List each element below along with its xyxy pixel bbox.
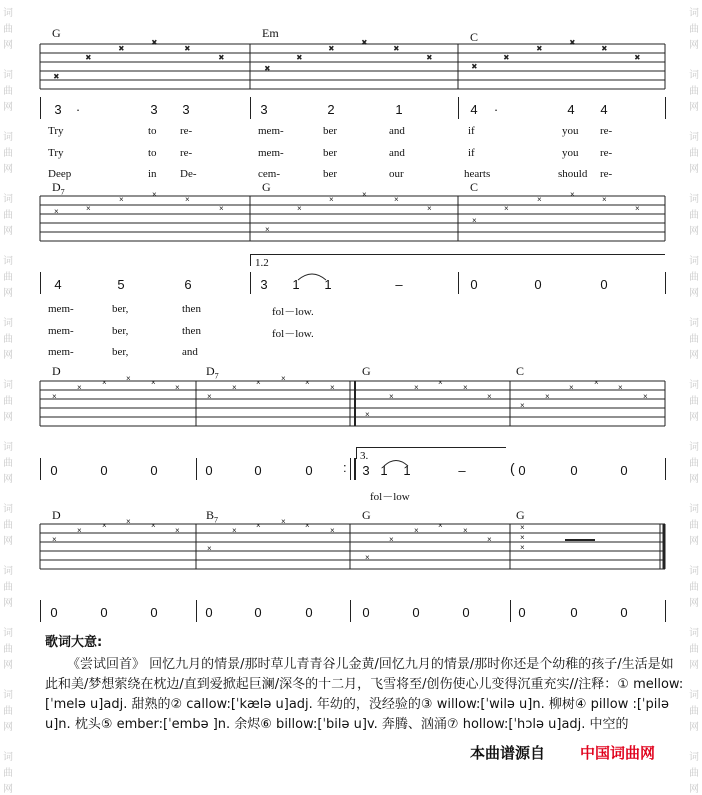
chord-label: G xyxy=(52,26,61,40)
lyric: then xyxy=(182,303,201,315)
jianpu-note: 0 xyxy=(534,277,542,292)
chord-label: D xyxy=(52,364,61,378)
lyric: De- xyxy=(180,168,197,180)
lyric: mem- xyxy=(48,346,74,358)
watermark-char: 词 xyxy=(3,566,13,577)
svg-text:×: × xyxy=(151,378,156,387)
notes-body: 《尝试回首》 回忆九月的情景/那时草儿青青谷儿金黄/回忆九月的情景/那时你还是个幼稚的孩子/生活是如此和美/梦想萦绕在枕边/直到爱掀起巨澜/深冬的十二月，飞雪将至/创伤使心儿变得沉重充实//注释：① mellow:[ˈmelə u]adj. 甜熟的② callow:[ˈkælə u]adj. 年幼的，没经验的③ willow:[ˈwilə u]n. 柳树④ pillow :[ˈpilə u]n. 枕头⑤ ember:[ˈembə ]n. 余烬⑥ billow:[ˈbilə u]v. 奔腾、汹涌⑦ hollow:[ˈhɔlə u]adj. 中空的 xyxy=(45,657,684,732)
svg-text:×: × xyxy=(265,64,270,73)
lyric: ber xyxy=(323,168,338,180)
svg-text:×: × xyxy=(365,410,370,419)
chord-label: $B_7$ xyxy=(206,508,219,525)
watermark-char: 网 xyxy=(3,722,13,733)
watermark-char: 网 xyxy=(689,722,699,733)
svg-text:×: × xyxy=(504,53,509,62)
watermark-char: 网 xyxy=(689,164,699,175)
chord-label: G xyxy=(516,508,525,522)
chord-label: C xyxy=(516,364,525,378)
watermark-char: 词 xyxy=(3,380,13,391)
jianpu-note: 0 xyxy=(100,605,108,620)
jianpu-note: 4 xyxy=(567,102,575,117)
lyric: fol－low xyxy=(370,491,410,503)
watermark-char: 曲 xyxy=(3,768,13,779)
watermark-char: 网 xyxy=(3,598,13,609)
svg-text:×: × xyxy=(207,544,212,553)
jianpu-note: 0 xyxy=(362,605,370,620)
svg-text:×: × xyxy=(305,521,310,530)
watermark-char: 网 xyxy=(689,784,699,795)
lyric: mem- xyxy=(258,125,284,137)
jianpu-note: 0 xyxy=(100,463,108,478)
svg-text:×: × xyxy=(185,195,190,204)
lyric: Try xyxy=(48,125,64,137)
svg-text:×: × xyxy=(102,378,107,387)
source-site-link[interactable]: 中国词曲网 xyxy=(580,744,656,762)
jianpu-note: – xyxy=(395,277,403,292)
watermark-char: 曲 xyxy=(689,520,699,531)
jianpu-note: 0 xyxy=(50,605,58,620)
jianpu-note: 0 xyxy=(600,277,608,292)
svg-text:×: × xyxy=(414,526,419,535)
watermark-char: 曲 xyxy=(689,210,699,221)
jianpu-note: 0 xyxy=(305,605,313,620)
svg-text:×: × xyxy=(175,383,180,392)
jianpu-note: 2 xyxy=(327,102,335,117)
svg-text:×: × xyxy=(119,195,124,204)
lyric: re- xyxy=(600,147,613,159)
watermark-char: 词 xyxy=(3,628,13,639)
lyric: mem- xyxy=(48,325,74,337)
watermark-char: 网 xyxy=(3,40,13,51)
svg-text:×: × xyxy=(256,378,261,387)
jianpu-note: 1 xyxy=(324,277,332,292)
watermark-char: 词 xyxy=(689,194,699,205)
svg-text:×: × xyxy=(487,535,492,544)
svg-text:×: × xyxy=(175,526,180,535)
svg-text:×: × xyxy=(570,38,575,47)
svg-text:×: × xyxy=(256,521,261,530)
watermark-char: 网 xyxy=(689,40,699,51)
jianpu-note: 1 xyxy=(403,463,411,478)
watermark-char: 词 xyxy=(3,8,13,19)
svg-text:×: × xyxy=(537,44,542,53)
jianpu-note: 0 xyxy=(412,605,420,620)
watermark-char: 曲 xyxy=(3,148,13,159)
chord-label: G xyxy=(262,180,271,194)
svg-text:×: × xyxy=(126,374,131,383)
jianpu-note: 0 xyxy=(205,605,213,620)
watermark-char: 词 xyxy=(3,504,13,515)
watermark-char: 曲 xyxy=(3,86,13,97)
lyric: to xyxy=(148,147,157,159)
lyric: re- xyxy=(180,125,193,137)
svg-text:×: × xyxy=(602,44,607,53)
watermark-char: 词 xyxy=(689,504,699,515)
lyric: if xyxy=(468,147,475,159)
svg-text:×: × xyxy=(472,216,477,225)
watermark-char: 词 xyxy=(3,690,13,701)
svg-text:×: × xyxy=(365,553,370,562)
lyric: Try xyxy=(48,147,64,159)
chord-label: $D_7$ xyxy=(206,364,219,381)
watermark-char: 网 xyxy=(689,350,699,361)
svg-text:×: × xyxy=(520,401,525,410)
svg-text:×: × xyxy=(427,204,432,213)
jianpu-note: 5 xyxy=(117,277,125,292)
svg-text:×: × xyxy=(569,383,574,392)
lyric: ber xyxy=(323,147,338,159)
watermark-char: 网 xyxy=(689,660,699,671)
jianpu-note: 0 xyxy=(150,463,158,478)
watermark-char: 网 xyxy=(3,784,13,795)
svg-text:×: × xyxy=(635,53,640,62)
svg-text:×: × xyxy=(389,535,394,544)
svg-text:×: × xyxy=(643,392,648,401)
watermark-char: 曲 xyxy=(689,582,699,593)
lyric: in xyxy=(148,168,157,180)
jianpu-note: 6 xyxy=(184,277,192,292)
svg-text:×: × xyxy=(305,378,310,387)
lyric: and xyxy=(389,147,405,159)
svg-text:×: × xyxy=(414,383,419,392)
jianpu-note: 4 xyxy=(54,277,62,292)
watermark-char: 词 xyxy=(3,318,13,329)
watermark-char: 曲 xyxy=(689,334,699,345)
svg-text:×: × xyxy=(52,392,57,401)
svg-text:×: × xyxy=(77,526,82,535)
jianpu-note: 0 xyxy=(50,463,58,478)
watermark-char: 网 xyxy=(3,226,13,237)
svg-text:×: × xyxy=(102,521,107,530)
watermark-char: 网 xyxy=(3,660,13,671)
jianpu-note: 3 xyxy=(150,102,158,117)
svg-text:×: × xyxy=(463,526,468,535)
svg-text:×: × xyxy=(520,533,525,542)
chord-label: G xyxy=(362,364,371,378)
watermark-char: 网 xyxy=(3,350,13,361)
svg-text:×: × xyxy=(472,62,477,71)
watermark-char: 词 xyxy=(3,70,13,81)
svg-text:×: × xyxy=(219,53,224,62)
watermark-char: 词 xyxy=(689,8,699,19)
jianpu-note: 4 xyxy=(470,102,478,117)
lyric: then xyxy=(182,325,201,337)
svg-text:×: × xyxy=(389,392,394,401)
watermark-char: 网 xyxy=(689,536,699,547)
jianpu-note: 3 xyxy=(362,463,370,478)
lyric: and xyxy=(182,346,198,358)
svg-text:×: × xyxy=(219,204,224,213)
jianpu-note: 0 xyxy=(518,463,526,478)
jianpu-note: 0 xyxy=(570,605,578,620)
jianpu-note: 1 xyxy=(380,463,388,478)
svg-text:×: × xyxy=(281,374,286,383)
jianpu-note: 0 xyxy=(620,463,628,478)
watermark-char: 网 xyxy=(3,164,13,175)
chord-label: $D_7$ xyxy=(52,180,65,197)
watermark-char: 词 xyxy=(689,566,699,577)
jianpu-note: 1 xyxy=(292,277,300,292)
lyrics-notes xyxy=(45,633,685,735)
source-label: 本曲谱源自 xyxy=(470,744,546,762)
svg-text:×: × xyxy=(594,378,599,387)
jianpu-note: · xyxy=(493,102,499,117)
watermark-char: 曲 xyxy=(3,272,13,283)
svg-text:×: × xyxy=(329,44,334,53)
volta-label: 1.2 xyxy=(255,257,269,269)
jianpu-note: 0 xyxy=(254,463,262,478)
watermark-char: 词 xyxy=(3,256,13,267)
lyric: cem- xyxy=(258,168,280,180)
watermark-char: 曲 xyxy=(3,520,13,531)
lyric: ber, xyxy=(112,325,129,337)
watermark-char: 曲 xyxy=(3,644,13,655)
watermark-char: 词 xyxy=(689,442,699,453)
lyric: ber, xyxy=(112,346,129,358)
watermark-char: 曲 xyxy=(689,396,699,407)
chord-label: G xyxy=(362,508,371,522)
svg-text:×: × xyxy=(119,44,124,53)
jianpu-note: 3 xyxy=(182,102,190,117)
svg-text:×: × xyxy=(126,517,131,526)
watermark-char: 词 xyxy=(3,132,13,143)
svg-text:×: × xyxy=(281,517,286,526)
watermark-char: 曲 xyxy=(689,86,699,97)
svg-text:×: × xyxy=(438,521,443,530)
watermark-char: 曲 xyxy=(689,24,699,35)
svg-text:×: × xyxy=(635,204,640,213)
svg-text:×: × xyxy=(463,383,468,392)
jianpu-note: 0 xyxy=(205,463,213,478)
watermark-char: 网 xyxy=(3,536,13,547)
watermark-char: 网 xyxy=(3,412,13,423)
lyric: re- xyxy=(600,168,613,180)
svg-text:×: × xyxy=(362,190,367,199)
notes-title: 歌词大意: xyxy=(45,635,103,650)
svg-text:×: × xyxy=(151,521,156,530)
lyric: should xyxy=(558,168,588,180)
watermark-char: 网 xyxy=(689,102,699,113)
watermark-char: 网 xyxy=(689,598,699,609)
svg-text:×: × xyxy=(545,392,550,401)
svg-text:×: × xyxy=(362,38,367,47)
lyric: and xyxy=(389,125,405,137)
volta-label: 3. xyxy=(360,450,369,462)
jianpu-note: 3 xyxy=(260,102,268,117)
jianpu-note: 0 xyxy=(470,277,478,292)
svg-text:×: × xyxy=(297,204,302,213)
jianpu-note: 0 xyxy=(150,605,158,620)
watermark-char: 曲 xyxy=(3,210,13,221)
watermark-char: 词 xyxy=(689,70,699,81)
jianpu-note: 0 xyxy=(620,605,628,620)
svg-text:×: × xyxy=(297,53,302,62)
svg-text:×: × xyxy=(394,44,399,53)
chord-label: D xyxy=(52,508,61,522)
watermark-char: 词 xyxy=(3,194,13,205)
lyric: Deep xyxy=(48,168,72,180)
svg-text:×: × xyxy=(329,195,334,204)
jianpu-note: · xyxy=(75,102,81,117)
watermark-char: 曲 xyxy=(3,458,13,469)
lyric: you xyxy=(562,125,579,137)
svg-text:×: × xyxy=(152,190,157,199)
svg-text:×: × xyxy=(427,53,432,62)
lyric: mem- xyxy=(48,303,74,315)
svg-text:×: × xyxy=(330,383,335,392)
jianpu-note: 0 xyxy=(305,463,313,478)
svg-text:×: × xyxy=(185,44,190,53)
svg-text:×: × xyxy=(520,523,525,532)
lyric: re- xyxy=(600,125,613,137)
svg-text:×: × xyxy=(602,195,607,204)
jianpu-note: 0 xyxy=(254,605,262,620)
lyric: hearts xyxy=(464,168,491,180)
watermark-char: 网 xyxy=(689,226,699,237)
watermark-char: 曲 xyxy=(689,272,699,283)
lyric: re- xyxy=(180,147,193,159)
watermark-char: 词 xyxy=(689,132,699,143)
lyric: mem- xyxy=(258,147,284,159)
watermark-char: 曲 xyxy=(689,458,699,469)
jianpu-note: 0 xyxy=(462,605,470,620)
watermark-char: 词 xyxy=(3,752,13,763)
chord-label: C xyxy=(470,30,479,44)
watermark-char: 曲 xyxy=(3,24,13,35)
lyric: to xyxy=(148,125,157,137)
lyric: ber, xyxy=(112,303,129,315)
watermark-char: 词 xyxy=(689,752,699,763)
lyric: fol－low. xyxy=(272,328,314,340)
svg-text:×: × xyxy=(232,526,237,535)
svg-text:×: × xyxy=(504,204,509,213)
jianpu-note: 3 xyxy=(260,277,268,292)
watermark-char: 曲 xyxy=(3,706,13,717)
lyric: if xyxy=(468,125,475,137)
watermark-char: 词 xyxy=(689,318,699,329)
jianpu-note: 4 xyxy=(600,102,608,117)
watermark-char: 曲 xyxy=(689,148,699,159)
svg-text:×: × xyxy=(438,378,443,387)
svg-text:×: × xyxy=(86,204,91,213)
lyric: you xyxy=(562,147,579,159)
svg-text:×: × xyxy=(330,526,335,535)
svg-text:×: × xyxy=(207,392,212,401)
svg-text:×: × xyxy=(618,383,623,392)
lyric: our xyxy=(389,168,404,180)
svg-text:×: × xyxy=(152,38,157,47)
watermark-char: 词 xyxy=(689,256,699,267)
svg-text:×: × xyxy=(570,190,575,199)
svg-text:×: × xyxy=(265,225,270,234)
watermark-char: 曲 xyxy=(689,768,699,779)
svg-text:×: × xyxy=(537,195,542,204)
watermark-char: 网 xyxy=(689,474,699,485)
watermark-char: 网 xyxy=(3,288,13,299)
watermark-char: 网 xyxy=(3,102,13,113)
svg-text:×: × xyxy=(394,195,399,204)
svg-text:×: × xyxy=(77,383,82,392)
watermark-char: 网 xyxy=(689,412,699,423)
svg-text:×: × xyxy=(86,53,91,62)
jianpu-note: 0 xyxy=(518,605,526,620)
watermark-char: 词 xyxy=(689,690,699,701)
jianpu-note: 1 xyxy=(395,102,403,117)
watermark-char: 曲 xyxy=(3,334,13,345)
jianpu-note: 3 xyxy=(54,102,62,117)
watermark-char: 网 xyxy=(3,474,13,485)
watermark-char: 词 xyxy=(3,442,13,453)
chord-label: C xyxy=(470,180,479,194)
watermark-char: 曲 xyxy=(3,396,13,407)
score-page: 词 曲 网 词 曲 网 词 曲 网 词 曲 网 词 曲 网 词 曲 网 词 曲 网 词 曲 网 词 曲 网 词 曲 网 词 曲 网 词 曲 网 词 曲 网 词 曲 网 词 曲 网 词 曲 网 词 曲 网 词 曲 网 词 曲 网 词 曲 网 词 曲 网 词 曲 网 词 曲 网 词 曲 网 词 曲 网 词 曲 网 G Em C × × × × × × × × × × × × × × × × × × 3 · 3 3 3 2 1 4 · 4 4 Try to re- mem- ber and if you re- Try to re- mem- ber and if you re- Deep in De- cem- ber our hearts should re- $D_7$ G C × × × × × × × × × × × × × × × × × × 1.2 4 5 6 3 1 1 – 0 0 0 mem- ber, then fol－low. mem- ber, then fol－low. mem- ber, and D $D_7$ G C × × × × × × × × × × × × × × × × × × × × × × × × 3. 0 0 0 0 0 0 : 3 1 1 – ( 0 0 0 fol－low D $B_7$ G G × × × × × × × × × × × × × × × × × × × × × 0 0 0 0 0 0 0 0 0 0 0 0 歌词大意: 《尝试回首》 回忆九月的情景/那时草儿青青谷儿金黄/回忆九月的情景/那时你还是个幼稚的孩子/生活是如此和美/梦想萦绕在枕边/直到爱掀起巨澜/深冬的十二月，飞雪将至/创伤使心儿变得沉重充实//注释：① mellow:[ˈmelə u]adj. 甜熟的② callow:[ˈkælə u]adj. 年幼的，没经验的③ willow:[ˈwilə u]n. 柳树④ pillow :[ˈpilə u]n. 枕头⑤ ember:[ˈembə ]n. 余烬⑥ billow:[ˈbilə u]v. 奔腾、汹涌⑦ hollow:[ˈhɔlə u]adj. 中空的 本曲谱源自 中国词曲网 xyxy=(0,0,702,790)
lyric: ber xyxy=(323,125,338,137)
svg-text:×: × xyxy=(487,392,492,401)
svg-text:×: × xyxy=(520,543,525,552)
svg-text:×: × xyxy=(54,72,59,81)
jianpu-note: – xyxy=(458,463,466,478)
watermark-char: 网 xyxy=(689,288,699,299)
watermark-char: 曲 xyxy=(3,582,13,593)
lyric: fol－low. xyxy=(272,306,314,318)
svg-text:×: × xyxy=(232,383,237,392)
watermark-char: 曲 xyxy=(689,706,699,717)
svg-text:×: × xyxy=(52,535,57,544)
chord-label: Em xyxy=(262,26,279,40)
jianpu-note: 0 xyxy=(570,463,578,478)
watermark-char: 词 xyxy=(689,380,699,391)
watermark-char: 曲 xyxy=(689,644,699,655)
svg-text:×: × xyxy=(54,207,59,216)
watermark-char: 词 xyxy=(689,628,699,639)
